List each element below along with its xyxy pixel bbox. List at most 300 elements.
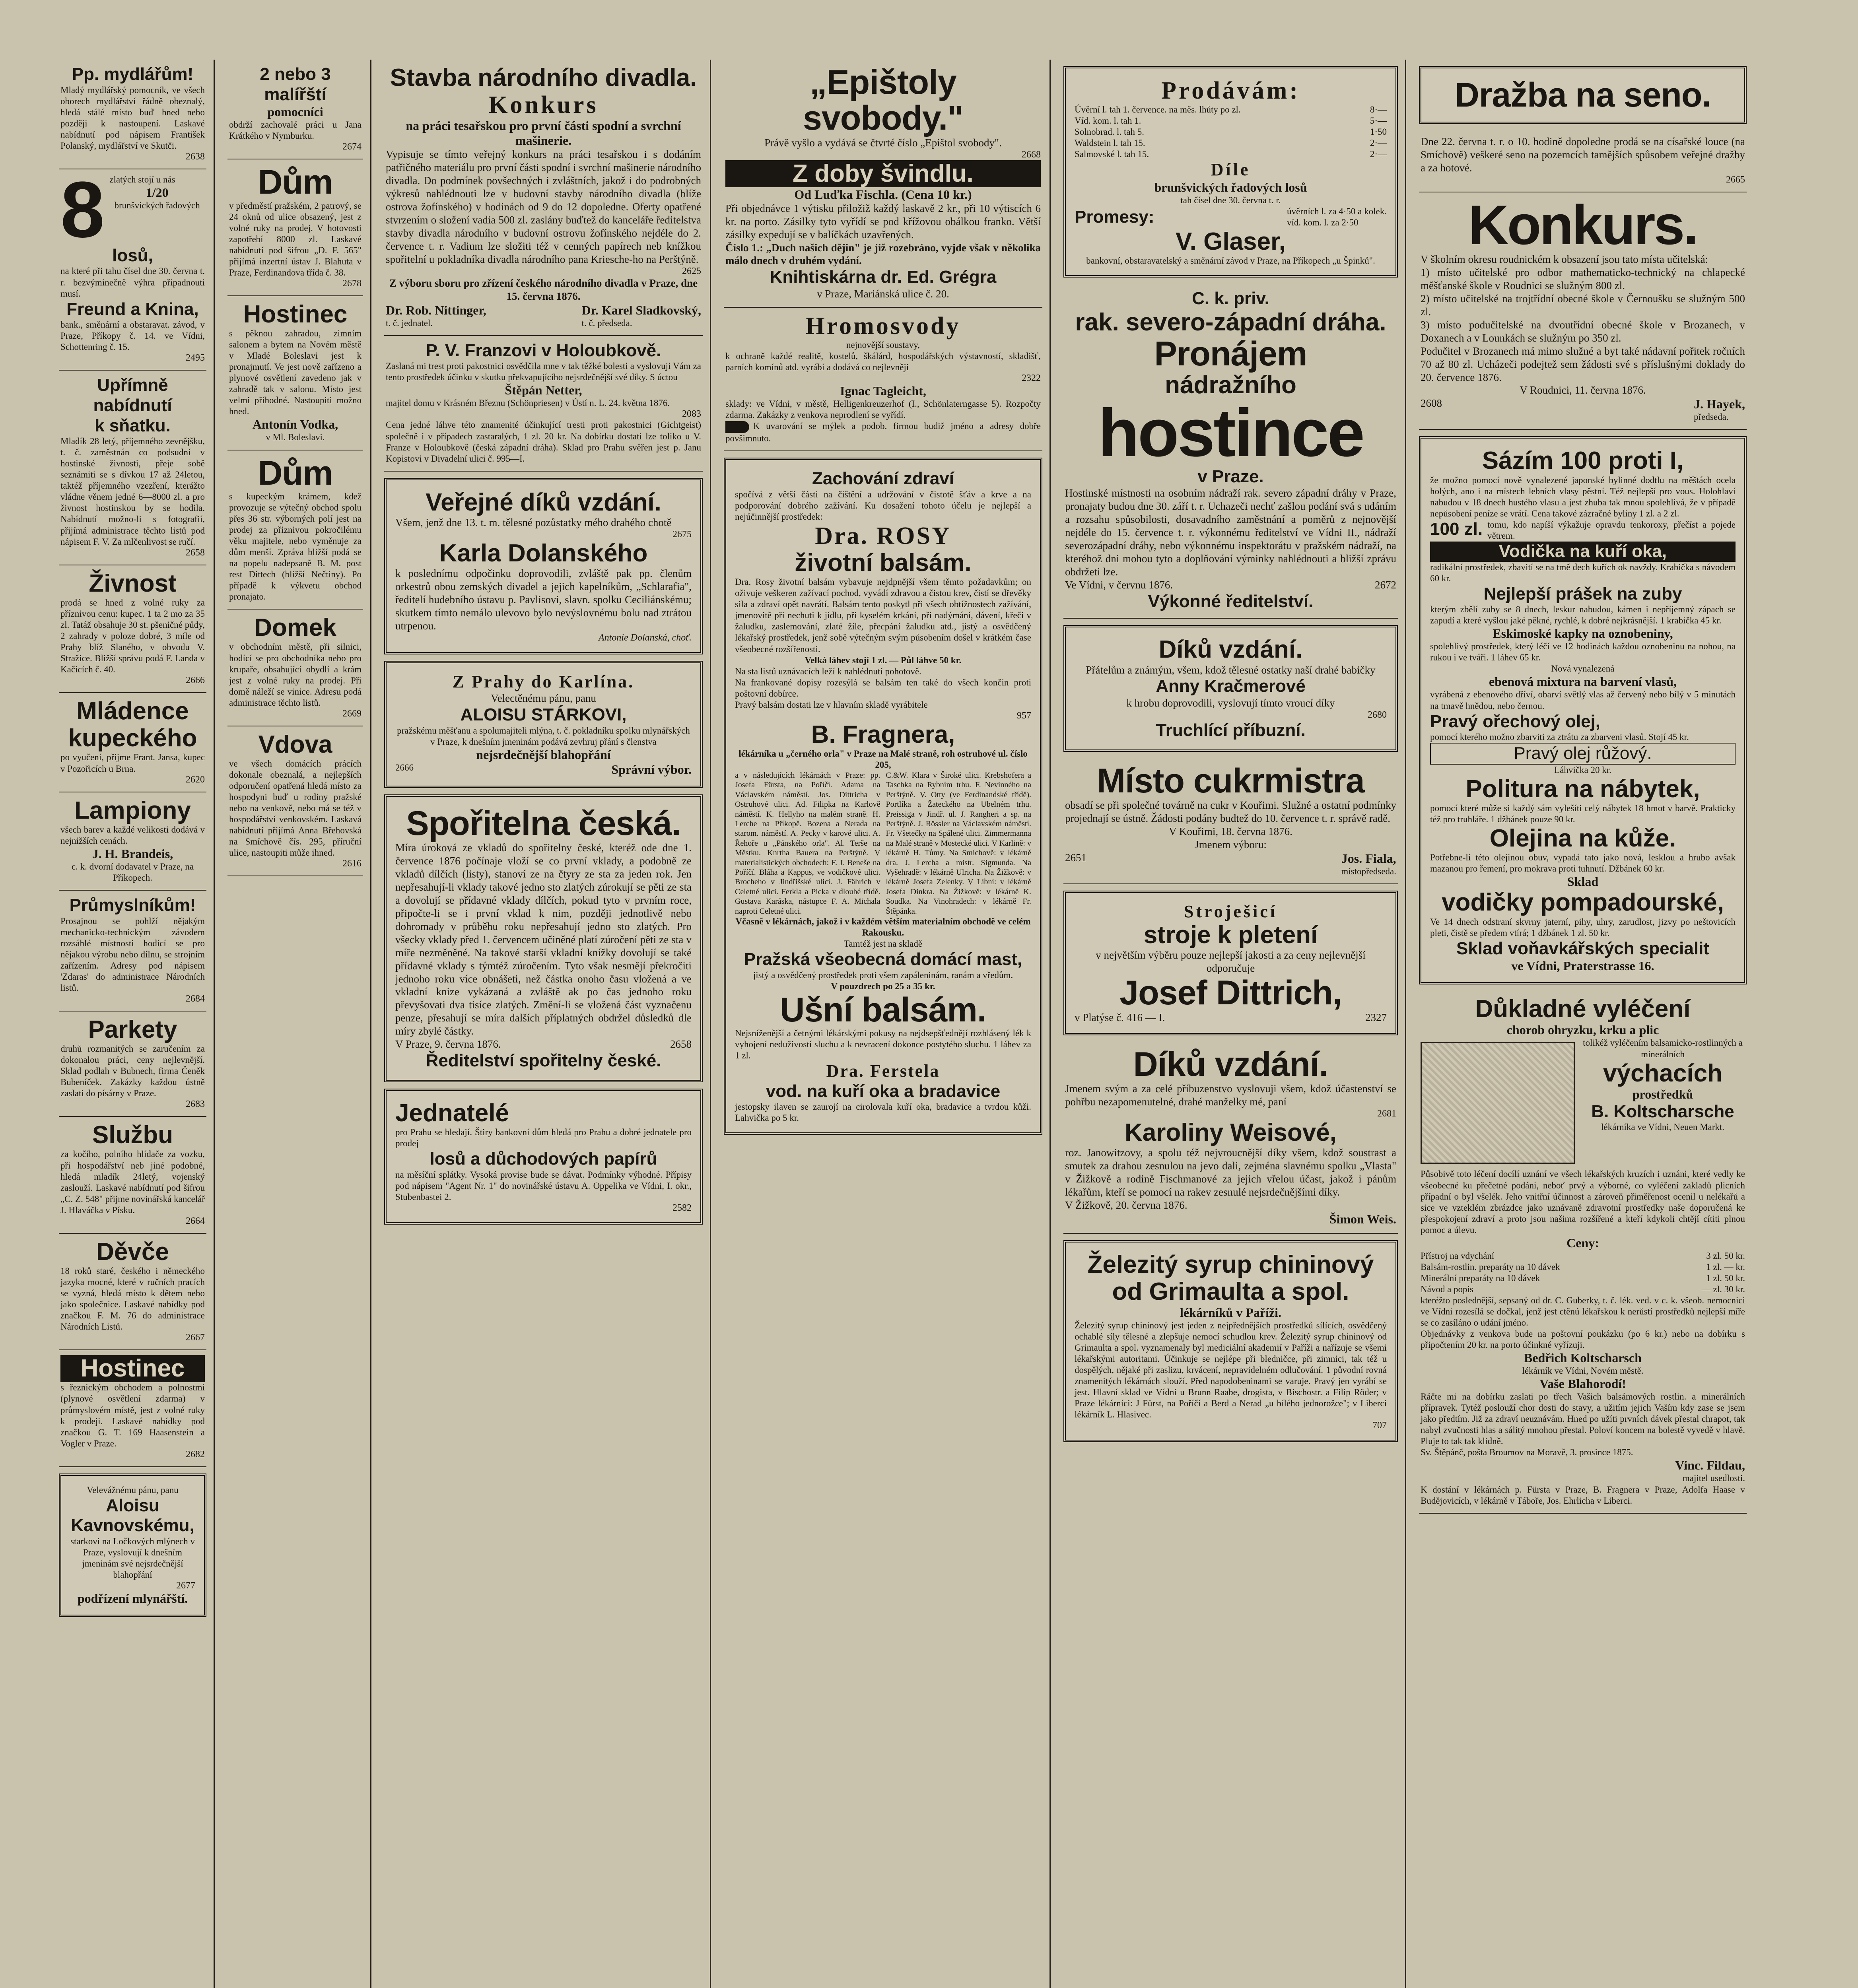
- ad-sign: Výkonné ředitelství.: [1148, 591, 1314, 611]
- ad-zivnost: [59, 565, 206, 693]
- ad-text: radikální prostředek, zbavití se na tmě dech kuřích ok navždy. Krabička s návodem 60 kr.: [1430, 562, 1736, 583]
- ad-firm: Knihtiskárna dr. Ed. Grégra: [770, 267, 997, 287]
- ad-text: Tamtéž jest na skladě: [843, 939, 922, 949]
- ad-text: obdrží zachovalé práci u Jana Krátkého v Nymburku.: [229, 120, 361, 141]
- ad-text: Jmenem výboru:: [1195, 838, 1267, 850]
- ad-number: 2664: [186, 1215, 205, 1226]
- ad-title: Konkurs.: [1468, 194, 1697, 256]
- ad-heading: ebenová mixtura na barvení vlasů,: [1489, 674, 1677, 689]
- ad-text: Dne 22. června t. r. o 10. hodině dopoledne prodá se na císařské louce (na Smíchově) veškeré seno na pozemcích tamějších spůsobem veřejné dražby a za hotové.: [1421, 136, 1745, 174]
- ad-number: 2327: [1365, 1011, 1387, 1023]
- ad-number: 2582: [672, 1202, 692, 1213]
- column-6: [1412, 60, 1754, 1988]
- ad-hostinec: [59, 1350, 206, 1467]
- ad-sign: Šimon Weis.: [1329, 1211, 1396, 1226]
- ad-date: V Kouřimi, 18. června 1876.: [1169, 825, 1292, 837]
- ad-text: k poslednímu odpočinku doprovodili, zvláště pak pp. členům orkestrů obou zemských divadel a jejich kapelníkům, „Schlarafia", ředitelí hudebního ústavu p. Pavlisovi, slavn. spolku Ceciliánskému; skutkem tímto nemálo ulevovo bylo nevýslovnému bolu nad ztrátou utrpenou.: [395, 567, 692, 632]
- ad-drazba-seno: [1419, 66, 1747, 124]
- ad-number: 2616: [342, 858, 361, 869]
- ad-firm: J. H. Brandeis,: [92, 846, 173, 861]
- ad-text: kterým zbělí zuby se 8 dnech, leskur nabudou, kámen i nepříjemný zápach se zapudí a které vyšlou jaké pěkné, rychlé, k dobré nejkrásnější. 1 krabička 45 kr.: [1430, 604, 1736, 626]
- ad-title: Mládence: [76, 697, 189, 725]
- price-label: Úvěrní l. tah 1. července. na měs. lhůty po zl.: [1075, 105, 1241, 115]
- ad-heading: losů a důchodových papírů: [430, 1149, 657, 1169]
- ad-title: Dražba na seno.: [1454, 76, 1711, 114]
- ad-heading: Sklad: [1567, 874, 1599, 889]
- ad-text: tomu, kdo napíší výkažuje opravdu tenkoroxy, přečíst a pojede větrem.: [1487, 519, 1736, 541]
- ad-number: 2682: [186, 1449, 205, 1460]
- ad-name: Josef Dittrich,: [1119, 974, 1342, 1012]
- ad-firm: B. Koltscharsche: [1591, 1101, 1734, 1121]
- ad-title: Stavba národního divadla.: [390, 64, 697, 91]
- ad-text: lékárníka u „černého orla" v Praze na Malé straně, roh ostruhové ul. číslo 205,: [739, 748, 1028, 770]
- ad-heading: Pronájem: [1154, 335, 1307, 373]
- ad-title: P. V. Franzovi v Holoubkově.: [426, 340, 661, 360]
- ad-text: sklady: ve Vídni, v městě, Helligenkreuzerhof (I., Schönlaterngasse 5). Rozpočty zdarma. Zakázky z venkova neprodlení se vyřídí.: [725, 399, 1041, 420]
- ad-number: 2677: [176, 1580, 195, 1591]
- ad-shop-list: C.&W. Klara v Široké ulici. Krebshofera a Taschka na Rybním trhu. F. Nevinného na Perštýně. V. Otty (ve Ferdinandské třídě). Portlíka a Žateckého na Ubelném trhu. Preissiga v Jindř. ul. J. Rangheri a sp. na Perštýně. J. Rössler na Václavském náměstí. Fr. Všetečky na Spálené ulici. Zimmermanna na Malé straně v Mostecké ulici. V Karlině: v lékárně H. Tůmy. Na Smíchově: v lékárně dra. J. Lercha a mistr. Sigmunda. Na Vyšehradě: v lékárně Ulricha. Na Žižkově: v lékárně Josefa Zelenky. V Libni: v lékárně Josefa Dinkra. Na Žižkově: v lékárně K. Soudka. Na Vinohradech: v lékárně Fr. Štěpánka.: [886, 771, 1031, 916]
- ad-price: V pouzdrech po 25 a 35 kr.: [831, 981, 935, 991]
- ad-title: Díků vzdání.: [1133, 1045, 1328, 1083]
- ad-text: Velevážnému pánu, panu: [87, 1485, 179, 1495]
- ad-heading: Ušní balsám.: [780, 990, 986, 1029]
- ad-text: Nejsníženější a četnými lékárskými pokusy na nejdsepšťednějí rozhlásený lék k vyhojení neduživostí sluchu a k nevracení dokonce postytého sluchu. 1 láhev za 1 zl.: [735, 1028, 1031, 1061]
- signature-role: t. č. jednatel.: [386, 318, 433, 328]
- ad-title: Veřejné díků vzdání.: [426, 488, 661, 516]
- price-row: [1075, 115, 1387, 126]
- ad-number: 2674: [342, 142, 361, 152]
- ad-product: životní balsám.: [795, 549, 972, 577]
- ad-number: 2638: [186, 151, 205, 162]
- ad-text: Láhvička 20 kr.: [1554, 765, 1611, 775]
- ad-text: pro Prahu se hledají. Štiry bankovní dům hledá pro Prahu a dobré jednatele pro prodej: [395, 1127, 692, 1148]
- ad-text: že možno pomocí nově vynalezené japonské bylinné dodtlu na měštách ocela holých, ano i na místech lebních vlasy pěstní. Též nejlepší pro vous. Holohlaví nabudou v 18 dnech hustého vlasu a jest zhuba tak mnou spolehlivá, že v případě nepůsobení peníze se vrátí. Cena takové zázračné byliny 1 zl. a 2 zl.: [1430, 475, 1736, 518]
- ad-number: 707: [1372, 1420, 1387, 1431]
- ad-text: na které při tahu čísel dne 30. června t. r. bezvýminečně výhra připadnouti musí.: [60, 266, 205, 299]
- ad-fraction: 1/20: [146, 185, 169, 200]
- ad-item: 1) místo učitelské pro odbor mathematicko-technický na chlapecké měšťanské škole v Roudnici se služným 800 zl.: [1421, 266, 1745, 291]
- price-label: Víd. kom. l. tah 1.: [1075, 116, 1141, 126]
- ad-number: 2678: [342, 278, 361, 289]
- ad-text: za kočího, polního hlídače za vozku, při hospodářství neb jiné podobné, hledá mladík 24letý, vojenský zaslouží. Laskavé nabídnutí pod šifrou „C. Z. 548" přijme novinářská kancelář J. Hlaváčka v Písku.: [60, 1149, 205, 1215]
- ad-title: Důkladné vyléčení: [1475, 995, 1691, 1023]
- ad-subtitle: chorob ohryzku, krku a plic: [1506, 1023, 1659, 1037]
- ad-title: nabídnutí: [93, 395, 172, 415]
- ad-cukrmistr: [1063, 758, 1398, 884]
- ad-name: Karoliny Weisové,: [1125, 1118, 1337, 1146]
- ad-text: Z výboru sboru pro zřízení českého národního divadla v Praze, dne 15. června 1876.: [389, 277, 698, 302]
- ad-malirsti: [227, 60, 363, 159]
- ad-item: 3) místo podučitelské na dvoutřídní obecné škole v Brozanech, v Doxanech a v Lounkách se služným po 350 zl.: [1421, 318, 1745, 344]
- ad-title: Železitý syrup chininový: [1087, 1250, 1374, 1278]
- ad-name: Štěpán Netter,: [505, 383, 582, 398]
- ad-text: Vypisuje se tímto veřejný konkurs na práci tesařskou i s dodáním patřičného materiálu pro první části spodní i svrchní mašinerie národního divadla. Do podmínek povšechných i zvláštních, jakož i do podrobných výkresů nahlédnouti lze v budovní stavby národního divadla (blíže ostrova žofínského) v hodinách od 9 do 12 dopoledne. Oferty opatřené stvrzením o složení vadia 500 zl. zaslány buďtež do kanceláře ředitelstva stavby divadla národního v budovní ostrovu žofínského nejdéle do 2. července t. r. Vadium lze složiti též v cenných papírech neb knížkou spořitelní u pokladníka divadla národního pana Kriesche-ho na Perštýně.: [386, 148, 701, 265]
- ad-subtitle: prostředků: [1632, 1087, 1693, 1101]
- ad-line: C. k. priv.: [1192, 289, 1269, 309]
- price-row: [1421, 1273, 1745, 1284]
- ad-number: 2665: [1726, 175, 1745, 185]
- ad-snatek: [59, 371, 206, 565]
- ad-firm: V. Glaser,: [1176, 228, 1286, 256]
- ad-text: s řeznickým obchodem a polnostmi (plynové osvětlení zdarma) v průmyslovém místě, jest z volné ruky k prodeji. Laskavé nabídky pod značkou G. T. 169 Haasenstein a Vogler v Praze.: [60, 1382, 205, 1448]
- signature-name: Dr. Karel Sladkovský,: [581, 303, 701, 317]
- ad-text: Ve 14 dnech odstraní skvrny jaterní, pihy, uhry, zarudlost, jizvy po neštovicích pleti, čistě se předem vtírá; 1 džbánek 1 zl. 50 kr.: [1430, 916, 1736, 938]
- ad-heading: vod. na kuří oka a bradavice: [766, 1081, 1001, 1101]
- ad-heading: losů,: [112, 245, 153, 265]
- ad-title: rak. severo-západní dráha.: [1075, 308, 1386, 336]
- ad-text: brunšvických řadových: [114, 200, 200, 210]
- ad-text: spočívá z větší části na čištění a udržování v čistotě šťáv a krve a na podporování dobrého zažívání. Ku dosažení tohoto účelu je nejlepší a nejúčinnější prostředek:: [735, 489, 1031, 522]
- price-value: 8·—: [1370, 105, 1387, 115]
- price-row: [1075, 138, 1387, 149]
- ad-number: 2608: [1421, 397, 1442, 410]
- ad-role: lékárník ve Vídni, Novém městě.: [1522, 1366, 1644, 1376]
- ad-heading: Politura na nábytek,: [1465, 775, 1700, 803]
- ad-starek: [384, 661, 703, 788]
- ad-number: 2620: [186, 774, 205, 785]
- ad-text-inline: K uvarování se mýlek a podob. firmou budiž jméno a adresy dobře povšimnuto.: [725, 421, 1041, 444]
- price-value: — zl. 30 kr.: [1701, 1284, 1745, 1294]
- price-row: [1421, 1262, 1745, 1273]
- ad-text: c. k. dvorní dodavatel v Praze, na Příkopech.: [71, 861, 194, 883]
- ad-sign: Ředitelství spořitelny české.: [426, 1051, 661, 1071]
- price-value: 3 zl. 50 kr.: [1706, 1250, 1745, 1261]
- ad-title: Prodávám:: [1161, 77, 1300, 104]
- ad-koltscharsch: [1419, 991, 1747, 1513]
- ad-text: Včasně v lékárnách, jakož i v každém větším materialním obchodě ve celém Rakousku.: [735, 916, 1031, 938]
- ad-subtitle: pomocníci: [267, 105, 323, 119]
- ad-subtitle: nádražního: [1165, 371, 1296, 399]
- ad-parkety: [59, 1011, 206, 1117]
- ad-number: 2669: [342, 708, 361, 719]
- ad-text: Při objednávce 1 výtisku přiložiž každý laskavě 2 kr., při 10 výtiscích 6 kr. na porto. Zásilky tyto vyřídí se pod křížovou obálkou franko. Větší zásilky expedují se v balíčkách uzavřených.: [725, 202, 1041, 241]
- ad-place: v Ml. Boleslavi.: [266, 432, 325, 443]
- price-label: Minerální preparáty na 10 dávek: [1421, 1273, 1540, 1283]
- ad-text: vyrábená z ebenového dříví, obarví světlý vlas až červený nebo bílý v 5 minutách na tmavě hnědou, nebo černou.: [1430, 689, 1736, 711]
- ad-text: Dra. Rosy životní balsám vybavuje nejdpnější všem těmto požadavkům; on oživuje veškeren zažívací pochod, vyvádí zdravou a čistou krev, čistí se dřevěky sila a zdraví opět navrátí. Balsám tento poskytl při všech obtížnostech zažívání, jmenovitě při nechuti k jídlu, při kyselém krkání, při nadýmání, dávení, křeči v žaludku, zaslemování, zlaté žíle, přecpání žaludku atd., jistý a osvědčený lékařský prostředek, jenž sobě výtečným svým působením došel v krátkém čase všeobecné rozšířenosti.: [735, 577, 1031, 654]
- price-value: 1·50: [1370, 127, 1387, 137]
- ad-franz: [384, 336, 703, 472]
- ad-number: 2680: [1368, 710, 1387, 720]
- ad-text: Velectěnému pánu, panu: [491, 692, 596, 705]
- ad-hostinec-2: [227, 296, 363, 450]
- ad-title: Službu: [92, 1121, 173, 1149]
- ad-name: Karla Dolanského: [439, 539, 648, 567]
- ad-text: Pravý balsám dostati lze v hlavním skladě vyrábitele: [735, 699, 928, 710]
- ad-number: 2495: [186, 353, 205, 363]
- ad-lampiony: [59, 792, 206, 891]
- price-list: [1075, 104, 1387, 160]
- ad-text: pražskému měšťanu a spolumajiteli mlýna, t. č. pokladníku spolku mlynářských v Praze, k dnešním jmeninám podává zevhruj přání s členstva: [397, 725, 690, 747]
- ad-title: Domek: [254, 614, 336, 642]
- ad-text: Jmenem svým a za celé příbuzenstvo vyslovuji všem, kdož účastenství se pohřbu nezapomenutelné, drahé manželky mé, paní: [1065, 1082, 1396, 1108]
- ad-kavnovsky: [59, 1474, 206, 1617]
- ad-name: ALOISU STÁRKOVI,: [460, 705, 627, 725]
- ad-text: jistý a osvědčený prostředek proti všem zapáleninám, ranám a vředům.: [753, 970, 1013, 980]
- ad-title: Zachování zdraví: [812, 469, 954, 489]
- ad-number: 2625: [682, 266, 701, 276]
- ad-text: víd. kom. l. za 2·50: [1287, 217, 1359, 228]
- ad-title: 2 nebo 3 malířští: [260, 64, 331, 104]
- ad-date: V Praze, 9. června 1876.: [395, 1038, 501, 1050]
- ad-number: 2651: [1065, 851, 1086, 864]
- ad-number: 2658: [186, 547, 205, 558]
- ad-role: předseda.: [1694, 412, 1729, 422]
- ad-mydlari: [59, 60, 206, 169]
- ad-number: 2675: [672, 529, 692, 540]
- ad-epistoly: [724, 60, 1042, 308]
- ad-date: V Žižkově, 20. června 1876.: [1065, 1199, 1187, 1211]
- ad-name: Antonín Vodka,: [252, 417, 338, 432]
- ad-text: ve všech domácích prácích dokonale obeznalá, a nejlepších odporučení opatřená hledá místo za hospodyni buď u rodiny pražské nebo na venkově, nebo má se též v hospodářství venkovském. Laskavá nabídnutí přijímá Anna Břehovská na Smíchově čís. 295, příruční ulice, nastoupiti může ihned.: [229, 758, 361, 858]
- price-label: Balsám-rostlin. preparáty na 10 dávek: [1421, 1262, 1560, 1272]
- price-label: Waldstein l. tah 15.: [1075, 138, 1145, 148]
- ad-title: Pp. mydlářům!: [72, 64, 194, 84]
- ad-text: v největším výběru pouze nejlepší jakosti a za ceny nejlevnější odporučuje: [1096, 949, 1366, 975]
- price-list: [1421, 1250, 1745, 1295]
- ad-devce: [59, 1234, 206, 1350]
- ad-title: Parkety: [88, 1015, 177, 1043]
- price-value: 2·—: [1370, 138, 1387, 148]
- ad-title: Spořitelna česká.: [406, 804, 681, 843]
- ad-text: majitel domu v Krásném Březnu (Schönpriesen) v Ústí n. L. 24. května 1876.: [386, 398, 670, 408]
- price-row: [1075, 149, 1387, 160]
- ad-prodavam: [1063, 66, 1398, 278]
- ad-wish: nejsrdečnější blahopřání: [476, 747, 611, 762]
- ad-text: Na frankované dopisy rozesýlá se balsám ten také do všech končin proti poštovní dobírce.: [735, 677, 1031, 699]
- ad-name: Jos. Fiala,: [1341, 851, 1396, 866]
- ad-place: v Platýse č. 416 — I.: [1075, 1011, 1165, 1023]
- ad-text: úvěrních l. za 4·50 a kolek.: [1287, 206, 1387, 217]
- column-2: [220, 60, 371, 1988]
- ad-title: Z Prahy do Karlína.: [452, 672, 635, 691]
- ad-text: Mladý mydlářský pomocník, ve všech oborech mydlářství řádně obeznalý, hledá stálé místo buď hned nebo později k nastoupení. Laskavé nabídnutí pod nápisem František Polanský, mydlářství ve Skutči.: [60, 85, 205, 151]
- ad-number: 2684: [186, 993, 205, 1004]
- ad-dum-1: [227, 159, 363, 296]
- ad-text: starkovi na Ločkových mlýnech v Praze, vyslovují k dnešním jmeninám své nejsrdečnější blahopřání: [70, 1536, 195, 1580]
- ad-date: Ve Vídni, v červnu 1876.: [1065, 579, 1173, 591]
- ad-sign: Správní výbor.: [611, 762, 692, 777]
- ad-text: pomocí které může si každý sám vylešíti celý nábytek 18 hmot v barvě. Prakticky též pro truhláře. 1 džbánek pouze 90 kr.: [1430, 803, 1736, 825]
- price-label: Návod a popis: [1421, 1284, 1473, 1294]
- ad-text: Působivě toto léčení docílí uznání ve všech lékařských kruzích i uznáni, které vedly ke všeobecné ku přečetné podáni, neboť prvý a výborné, co vyléčení zakladů plicních případní o byl všelék. Jeho vnitřní účinnost a zároveň přiměřenost ocenil u nelékařů a sice ve vzteklém zbrázdce jako uznávaně zdravotní prostředky naše doporučená ke přespokojení zdraví a proto jsou našima rozšířené a kteří kdykoli chtějí cítiti plnou pomoc a úlevu.: [1421, 1169, 1745, 1235]
- ad-place: v Praze, Mariánská ulice č. 20.: [817, 288, 949, 300]
- price-label: Přístroj na vdychání: [1421, 1250, 1495, 1261]
- ad-title: „Epištoly svobody.": [803, 63, 963, 138]
- ad-specialities: [1419, 436, 1747, 984]
- ad-subtitle: lékárníků v Paříži.: [1180, 1305, 1282, 1320]
- price-value: 1 zl. 50 kr.: [1706, 1273, 1745, 1283]
- ad-subtitle: stroje k pletení: [1143, 921, 1318, 949]
- ad-text: po vyučení, přijme Frant. Jansa, kupec v Pozořicích u Brna.: [60, 752, 205, 774]
- ad-number: 2322: [1022, 373, 1041, 384]
- column-3: [377, 60, 711, 1988]
- price-value: 5·—: [1370, 116, 1387, 126]
- ad-heading: Pražská všeobecná domácí mast,: [744, 949, 1022, 969]
- ad-heading: Konkurs: [488, 91, 599, 119]
- ad-text: v obchodním městě, při silnici, hodící se pro obchodníka nebo pro krupaře, obsahující obydlí a krám jest z volné ruky na prodej. Při domě náleží se vinice. Adresu podá administrace těchto listů.: [229, 642, 361, 708]
- ad-item: 2) místo učitelské na trojtřídní obecné škole v Černoušku se služným 500 zl.: [1421, 292, 1745, 318]
- ad-number: 2083: [682, 409, 701, 419]
- ad-heading: Vaše Blahorodí!: [1539, 1376, 1626, 1391]
- ad-title: Hromosvody: [805, 312, 961, 340]
- ad-text: zlatých stojí u nás: [109, 174, 175, 184]
- ad-heading: Nejlepší prášek na zuby: [1483, 584, 1682, 604]
- ad-big-number: 8: [60, 165, 105, 254]
- price-label: Solnobrad. l. tah 5.: [1075, 127, 1145, 137]
- ad-title: Jednatelé: [395, 1099, 509, 1127]
- column-1: [52, 60, 215, 1988]
- ad-title: Dům: [258, 454, 333, 492]
- column-5: [1056, 60, 1406, 1988]
- ad-text: Hostinské místnosti na osobním nádraží rak. severo západní dráhy v Praze, pronajaty budou dne 30. září t. r. Uchazeči nechť zašlou podání svá s udáním a rozsahu spůsobilosti, dosavadního zaměstnání a poměrů z nejnovější nejdéle do 15. července t. r. výkonnému ředitelství ve Vídni II., nádraží severozápadní dráhy, nebo výkonnému inspektorátu v pražském nádraží, na kteréhož dni mohou tyto a doplňování výminky nahlédnouti a bližší zprávu obdržeti lze.: [1065, 487, 1396, 578]
- ad-sluzbu: [59, 1117, 206, 1233]
- ad-text: na měsíční splátky. Vysoká provise bude se dávat. Podmínky výhodné. Přípisy pod nápisem "Agent Nr. 1" do novinářské ústavu A. Oppelika ve Vídni, I. okr., Stubenbastei 2.: [395, 1169, 692, 1202]
- ad-title: Sázím 100 proti I,: [1482, 447, 1684, 475]
- ad-drazba-text: [1419, 130, 1747, 192]
- price-row: [1075, 126, 1387, 138]
- ad-title: Průmyslníkům!: [69, 895, 196, 915]
- ad-place: Sv. Štěpánč, pošta Broumov na Moravě, 3. prosince 1875.: [1421, 1447, 1633, 1458]
- ad-heading: Dra. Ferstela: [826, 1061, 940, 1081]
- ad-text: pomocí kterého možno zbarviti za ztrátu za zbarveni vlasů. Stojí 45 kr.: [1430, 732, 1689, 742]
- ad-text: 18 roků staré, českého i německého jazyka mocné, které v ručních pracích se vyzná, hledá místo k dětem nebo jako společnice. Laskavé nabídky pod značkou F. M. 76 do administrace Národních Listů.: [60, 1266, 205, 1332]
- ad-text: k hrobu doprovodili, vyslovují tímto vroucí díky: [1126, 697, 1335, 709]
- ad-text: s pěknou zahradou, zimním salonem a bytem na Novém městě v Mladé Boleslavi jest k pronajmutí. Ve jest nově zařízeno a plynové osvětlení zavedeno jak v zahradě tak v salonu. Místo jest velmi příhodné. Nastoupiti možno hned.: [229, 328, 361, 417]
- ad-text: Od Luďka Fischla. (Cena 10 kr.): [794, 187, 972, 202]
- ad-dum-2: [227, 450, 363, 610]
- ad-place: ve Vídni, Praterstrasse 16.: [1511, 959, 1654, 973]
- ad-vdova: [227, 726, 363, 877]
- ad-number: 2667: [186, 1332, 205, 1343]
- ad-shop-list: a v následujících lékárnách v Praze: pp. Josefa Fürsta, na Poříčí. Adama na Václavském náměstí. Jos. Dittricha v Ostruhové ulici. Ad. Filipka na Karlově náměstí. K. Hellyho na malém straně. H. Lerche na Příkopě. Bozena a Nerada na starom. náměstí. A. Pecky v karové ulici. A. Řehoře u „Pánského orla". Al. Terše na Městku. Knrtha Bauera na Perštýně. V materialistických obchodech: F. J. Beneše na Poříčí. Bláha a Kappus, ve vodičkové ulici. Brocheho v Jindřišské ulici. J. Fährich v Celetné ulici. Ferkla a Picka v dlouhé třídě. Gustava Karáska, nástupce F. A. Michala naproti Celetné ulici.: [735, 771, 880, 916]
- ad-text: v předměstí pražském, 2 patrový, se 24 oknů od ulice obsazený, jest z volné ruky na prodej. V hotovosti zapotřebí 8000 zl. Laskavé nabídnutí pod šifrou „D. F. 565" přijímá inzertní ústav J. Blahuta v Praze, Ferdinandova třída č. 38.: [229, 200, 361, 278]
- column-4: [717, 60, 1051, 1988]
- ad-text: jestopsky ilaven se zaurojí na cirolovala kuří oka, bradavice a tvrdou kůži. Lahvička po 5 kr.: [735, 1102, 1031, 1123]
- ad-heading: Pravý olej růžový.: [1430, 743, 1736, 765]
- ad-dolansky: [384, 478, 703, 654]
- ad-number: 2666: [186, 675, 205, 686]
- ad-strojesici: [1063, 891, 1398, 1035]
- ad-text: Číslo 1.: „Duch našich dějin" je již rozebráno, vyjde však v několika málo dnech v druhém vydání.: [725, 241, 1041, 267]
- ad-text: obsadí se při společné továrně na cukr v Kouřimi. Služné a ostatní podmínky projednají se ústně. Žádosti podány budtež do 10. července t. r. správě radě.: [1065, 799, 1396, 824]
- ad-title: Děvče: [96, 1238, 169, 1266]
- ad-text: Železitý syrup chininový jest jeden z nejpřednějších prostředků sílících, osvědčený ochablé síly tělesné a zlepšuje nemocí schudlou krev. Železitý syrup chininový od Grimaulta a spol. vyznamenaly byl mediciální akademií v Paříži a nařízuje se všemi lékařskými autoritami. Účinkuje se nejlépe při bledničce, při zimnici, tak též u dospělých, nějaké při zaslizu, krvácení, nepravidelném odlučování. 1 původní rovná znamenitých lékárnách slouží. Před napodobeninami se varuje. Pravý jen vyrábí se jest. Hlavní sklad ve Vídni u Brunn Raabe, drogista, v Bischostr. a Filip Röder; v Praze lékárníci: J Fürst, na Poříčí a Berd a Nerad „u bílého jednorožce"; v Liberci lékárník L. Hlasivec.: [1075, 1320, 1387, 1420]
- price-row: [1421, 1284, 1745, 1295]
- ad-text: Prosajnou se pohlží nějakým mechanicko-technickým závodem rozsáhlé místnosti hodící se pro nějakou výrobu nebo dílnu, se strojním zařízením. Adresy pod nápisem 'Zdaras' do administrace Národních listů.: [60, 916, 205, 993]
- ad-number: 2672: [1375, 579, 1396, 591]
- ad-label: Promesy:: [1075, 207, 1154, 227]
- ad-hromosvody: [724, 308, 1042, 451]
- ad-place: lékárníka ve Vídni, Neuen Markt.: [1601, 1122, 1725, 1132]
- ad-number: 957: [1017, 710, 1031, 721]
- ad-price-title: Ceny:: [1566, 1235, 1599, 1250]
- ad-text: Potřebne-li této olejinou obuv, vypadá tato jako nová, lesklou a hrubo avšak mazanou pro řemení, pro mokrava proti tuhnutí. Džbánek 60 kr.: [1430, 852, 1736, 874]
- signature-role: t. č. předseda.: [581, 318, 632, 328]
- ad-text: Míra úroková ze vkladů do spořitelny české, kteréž ode dne 1. července 1876 počínaje vloží se co první vklady, a podobně ze vkladů dílčích (listy), stanoví ze na čtyry ze sta za jeden rok. Jen nepřesahují-li vklady takové jedno sto zlatých zúrokují se pěti ze sta a dovolují se přídavné vklady dílčích, pokud tyto v prvním roce, připočte-li se i první vklad k nim, později jednotlivě nebo dohromady v průběhu roku nepřesahují jedno sto zlatých. Pro všecky vklady před 1. červencem učiněné platí zúročení pěti ze sta v míře nezměněné. Na takové starší vkladní knížky dovolují se také přídavné vklady s týmtéž zúročením. Tyto však nesmějí překročiti jednoho roku více obnášeti, než částka onoho času vložená a ve vkladní knize vykázaná a zvláště ak po čas jednoho roku převyšovati dva tisíce zlatých. Změní-li se vložená část vyznačenu penze, přesahují se míra dalších příplatných obdržel důsledků dle míry zbylé částky.: [395, 842, 692, 1037]
- ad-price: Velká láhev stojí 1 zl. — Půl láhve 50 kr.: [805, 655, 962, 665]
- ad-text: roz. Janowitzovy, a spolu též nejvroucnější díky všem, kdož soustrast a smutek za drahou zesnulou na jevo dali, zejména slavnému spolku „Vlasta" v Žižkově a rodině Fischmanové za jejich vřelou účast, jakož i pánům lékařům, kteří se pomocí na rakev zesnulé nejsrdečnějšími díky.: [1065, 1146, 1396, 1198]
- ad-heading: Eskimoské kapky na oznobeniny,: [1493, 626, 1673, 641]
- ad-title: Živnost: [89, 569, 177, 597]
- signature-name: Dr. Rob. Nittinger,: [386, 303, 486, 317]
- ad-role: majitel usedlosti.: [1682, 1473, 1745, 1483]
- ad-name: Vinc. Fildau,: [1675, 1458, 1745, 1473]
- ad-sign: podřízení mlynářští.: [77, 1591, 188, 1606]
- ad-text: Ráčte mi na dobírku zaslati po třech Vašich balsámových rostlin. a minerálních přípravek. Tytéž poslouží chor dosti do stavy, a užitím jejich Vaším kdy zase se jsem jako předtím. Již za zdraví neuznávám. Hned po užíti prvních dávek přestal chrapot, tak nabyl zvučnosti hlas a sálitý mnohou přestal. Poloví koncem na bolestě vyvedě v hlavě. Pluje to tak tak klidně.: [1421, 1392, 1745, 1446]
- price-value: 1 zl. — kr.: [1706, 1262, 1745, 1272]
- ad-heading: výchacích: [1603, 1059, 1722, 1087]
- ad-grimault: [1063, 1240, 1398, 1442]
- ad-number: 2668: [1022, 149, 1041, 160]
- ad-firm: Freund a Knina,: [66, 299, 199, 319]
- ad-text: brunšvických řadových losů: [1154, 180, 1307, 195]
- ad-heading: vodičky pompadourské,: [1442, 889, 1724, 916]
- ad-text: Nová vynalezená: [1551, 664, 1615, 674]
- pointing-hand-icon: [725, 421, 749, 433]
- ad-weisova: [1063, 1042, 1398, 1234]
- ad-heading: Z doby švindlu.: [725, 160, 1041, 187]
- ad-text: druhů rozmanitých se zaručením za dokonalou práci, ceny nejlevnější. Sklad podlah v Bubnech, firma Čeněk Bubeníček. Zakázky každou ústně zaslati do písárny v Praze.: [60, 1044, 205, 1099]
- inhaler-illustration: [1421, 1042, 1575, 1164]
- ad-number: 2658: [670, 1038, 692, 1050]
- ad-domek: [227, 610, 363, 726]
- ad-title: Hostinec: [60, 1355, 205, 1382]
- ad-subtitle: nejnovější soustavy,: [846, 340, 920, 350]
- price-row: [1075, 104, 1387, 115]
- ad-signatures: [386, 303, 701, 329]
- ad-text: Na sta listů uznávacích leží k nahlédnutí pohotově.: [735, 666, 921, 676]
- ad-text: V školním okresu roudnickém k obsazení jsou tato místa učitelská:: [1421, 253, 1708, 266]
- ad-sign: Truchlící příbuzní.: [1156, 720, 1306, 740]
- ad-text: Mladík 28 letý, příjemného zevnějšku, t. č. zaměstnán co podsudní v hostinské živnosti, přeje sobě seznámiti se s dívkou 17 až 24letou, taktéž příjemného vzezření, kterážto vládne věnem jedné 6—8000 zl. a pro živnost hostinskou by se hodila. Nabídnutí možno-li s fotografií, přijímá administrace těchto listů pod nápisem F. V. Za mlčenlivost se ručí.: [60, 436, 205, 547]
- ad-text: bank., směnární a obstaravat. závod, v Praze, Příkopy č. 14. ve Vídni, Schottenring č. 15.: [60, 320, 205, 352]
- ad-subtitle: na práci tesařskou pro první části spodní a svrchní mašinerie.: [406, 118, 681, 148]
- ad-text: Přátelům a známým, všem, kdož tělesné ostatky naší drahé babičky: [1086, 664, 1376, 676]
- price-label: Salmovské l. tah 15.: [1075, 149, 1149, 159]
- ad-text: Objednávky z venkova bude na poštovní poukázku (po 6 kr.) nebo na dobírku s připočtením 20 kr. na porto účinkné vyřízuji.: [1421, 1329, 1745, 1350]
- ad-sporitelna: [384, 794, 703, 1082]
- ad-text: k ochraně každé realitě, kostelů, škálárd, hospodářských výstavností, skladišť, parních komínů atd. vyrábí a dodává co nejlevněji: [725, 351, 1041, 373]
- ad-text: všech barev a každé velikosti dodává v nejnižších cenách.: [60, 824, 205, 846]
- ad-text: spolehlivý prostředek, který léčí ve 12 hodinách každou oznobeninu na nohou, na rukou i ve tváři. 1 láhev 65 kr.: [1430, 641, 1736, 663]
- ad-title: Upřímně: [97, 375, 168, 395]
- price-row: [1421, 1250, 1745, 1262]
- ad-prumyslnikum: [59, 891, 206, 1011]
- ad-text: bankovní, obstaravatelský a směnární závod v Praze, na Příkopech „u Špinků".: [1086, 256, 1375, 266]
- ad-text: s kupeckým krámem, kdež provozuje se výtečný obchod spolu přes 36 str. výborných polí jest na prodej za přiznivou pokročilému věku majitele, nebo vyměnuje za dům menší. Zpráva bližší podá se na popelu nadepsaně B. M. post rest Dittech (bližší Nečtiny). Po případě k výkvetu obchod pronajato.: [229, 491, 361, 602]
- ad-sign: Antonie Dolanská, choť.: [598, 632, 692, 643]
- ad-text: tolikéž vyléčením balsamicko-rostlinných a minerálních: [1583, 1038, 1743, 1059]
- ad-konkurs-roudnice: [1419, 192, 1747, 430]
- ad-title: Dům: [258, 163, 333, 202]
- ad-text: Zaslaná mi trest proti pakostnici osvědčila mne v tak těžké bolesti a vyslovuji Vám za tento prostředek účinku v skutku překvapujícího nejsrdečnější své díky. S úctou: [386, 361, 701, 382]
- ad-name: Aloisu Kavnovskému,: [71, 1495, 194, 1536]
- ad-title: kupeckého: [68, 724, 197, 752]
- ad-heading: Vodička na kuří oka,: [1430, 542, 1736, 562]
- ad-firm: od Grimaulta a spol.: [1112, 1277, 1349, 1305]
- ad-heading: Díle: [1211, 160, 1251, 180]
- ad-heading: Pravý ořechový olej,: [1430, 711, 1600, 731]
- ad-text: Podučitel v Brozanech má mimo služné a byt také nádavní pořitek ročních 70 až 80 zl. Ucházeči podejtež sem žádosti své s příslušnými doklady do 20. července 1876.: [1421, 345, 1745, 383]
- ad-text: tah čísel dne 30. června t. r.: [1180, 195, 1281, 206]
- ad-name: J. Hayek,: [1694, 397, 1745, 412]
- ad-title: Díků vzdání.: [1158, 636, 1303, 664]
- ad-number: 2683: [186, 1099, 205, 1110]
- ad-heading: Olejina na kůže.: [1489, 825, 1676, 852]
- ad-mladence: [59, 693, 206, 792]
- ad-text: [725, 421, 1041, 444]
